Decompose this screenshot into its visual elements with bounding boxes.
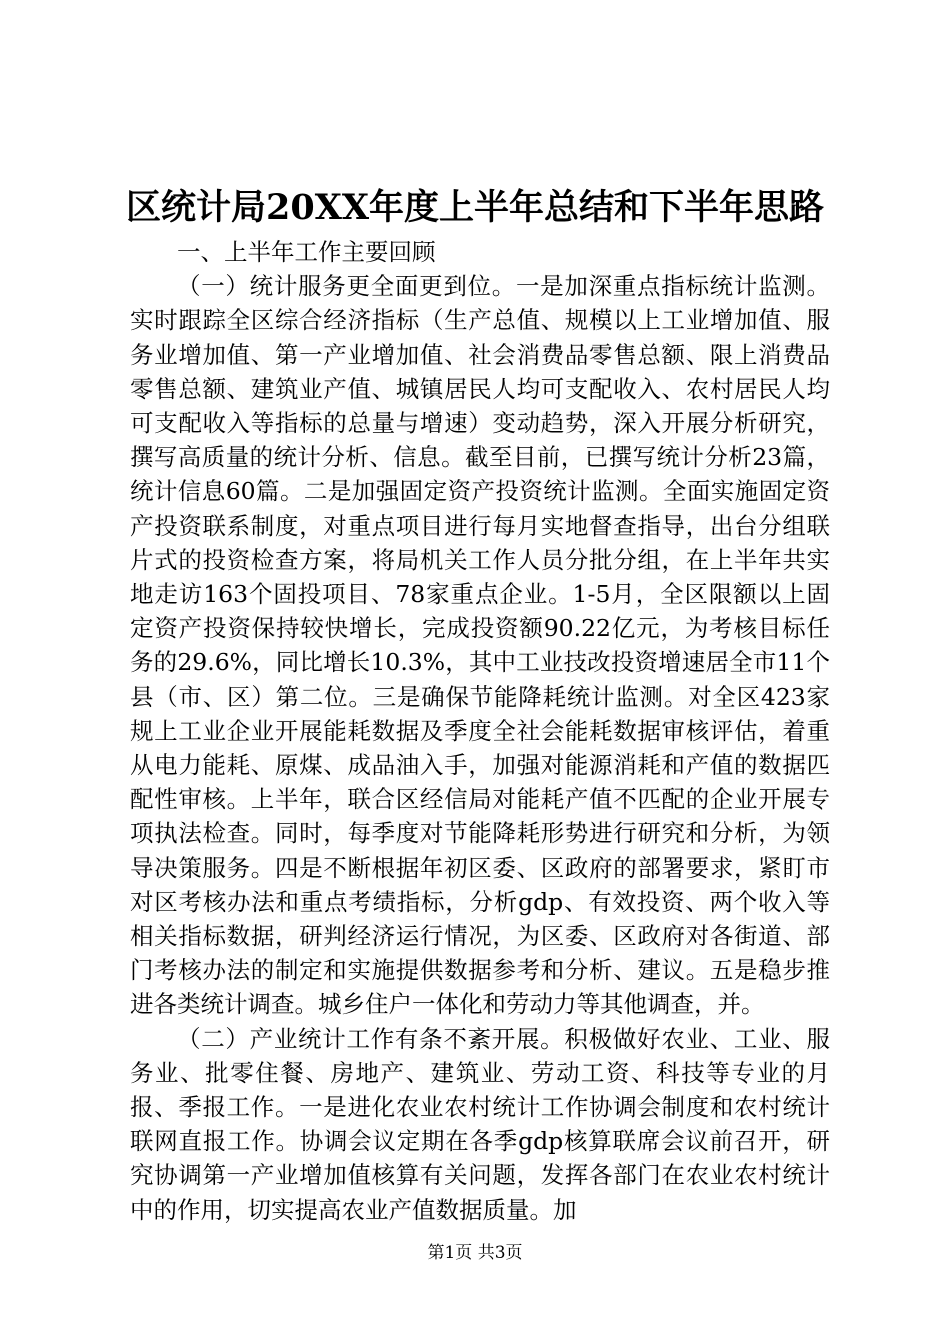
page-footer: 第1页 共3页 [427, 1243, 523, 1263]
paragraph-1: （一）统计服务更全面更到位。一是加深重点指标统计监测。实时跟踪全区综合经济指标（生产总值、规模以上工业增加值、服务业增加值、第一产业增加值、社会消费品零售总额、限上消费品零售总额、建筑业产值、城镇居民人均可支配收入、农村居民人均可支配收入等指标的总量与增速）变动趋势，深入开展分析研究，撰写高质量的统计分析、信息。截至目前，已撰写统计分析23篇，统计信息60篇。二是加强固定资产投资统计监测。全面实施固定资产投资联系制度，对重点项目进行每月实地督查指导，出台分组联片式的投资检查方案，将局机关工作人员分批分组，在上半年共实地走访163个固投项目、78家重点企业。1-5月，全区限额以上固定资产投资保持较快增长，完成投资额90.22亿元，为考核目标任务的29.6%，同比增长10.3%，其中工业技改投资增速居全市11个县（市、区）第二位。三是确保节能降耗统计监测。对全区423家规上工业企业开展能耗数据及季度全社会能耗数据审核评估，着重从电力能耗、原煤、成品油入手，加强对能源消耗和产值的数据匹配性审核。上半年，联合区经信局对能耗产值不匹配的企业开展专项执法检查。同时，每季度对节能降耗形势进行研究和分析，为领导决策服务。四是不断根据年初区委、区政府的部署要求，紧盯市对区考核办法和重点考绩指标，分析gdp、有效投资、两个收入等相关指标数据，研判经济运行情况，为区委、区政府对各街道、部门考核办法的制定和实施提供数据参考和分析、建议。五是稳步推进各类统计调查。城乡住户一体化和劳动力等其他调查，并。 [130, 272, 830, 1019]
document-body [130, 235, 830, 1227]
paragraph-2: （二）产业统计工作有条不紊开展。积极做好农业、工业、服务业、批零住餐、房地产、建筑业、劳动工资、科技等专业的月报、季报工作。一是进化农业农村统计工作协调会制度和农村统计联网直报工作。协调会议定期在各季gdp核算联席会议前召开，研究协调第一产业增加值核算有关问题，发挥各部门在农业农村统计中的作用，切实提高农业产值数据质量。加 [130, 1024, 830, 1224]
document-title: 区统计局20XX年度上半年总结和下半年思路 [125, 187, 825, 228]
section-heading: 一、上半年工作主要回顾 [177, 238, 436, 266]
